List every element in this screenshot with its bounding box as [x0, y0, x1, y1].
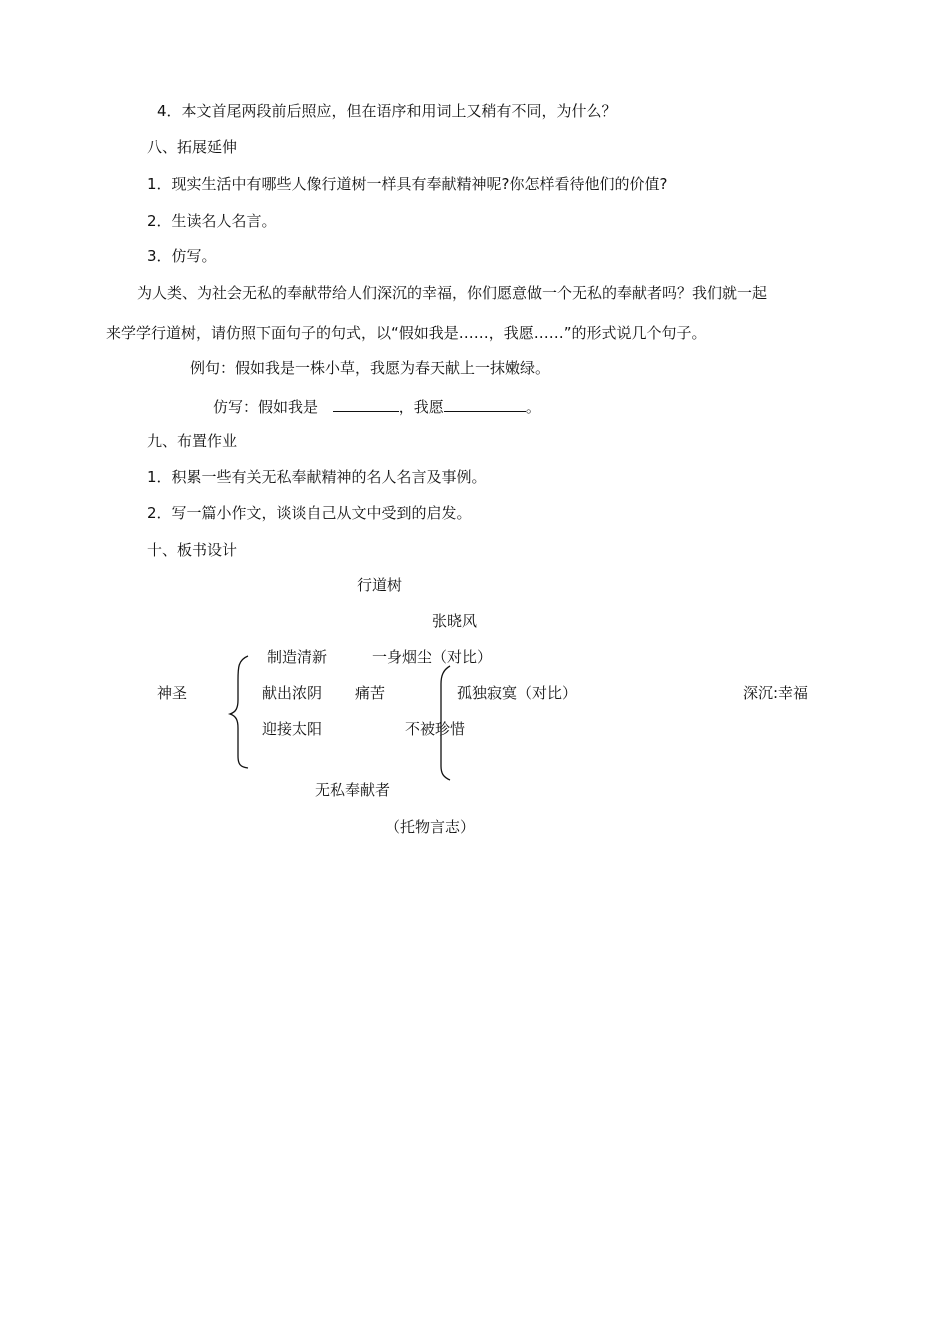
section-9-item-2: 2．写一篇小作文，谈谈自己从文中受到的启发。 [147, 504, 472, 522]
imitation-prefix: 仿写：假如我是 [213, 398, 319, 416]
board-bottom-2: （托物言志） [385, 818, 476, 836]
board-mid-1: 一身烟尘（对比） [372, 648, 493, 666]
board-left-label: 神圣 [157, 684, 188, 702]
paragraph-line-1: 为人类、为社会无私的奉献带给人们深沉的幸福，你们愿意做一个无私的奉献者吗？我们就一起 [137, 284, 768, 302]
board-author: 张晓风 [432, 612, 478, 630]
left-brace [230, 656, 248, 768]
imitation-end: 。 [525, 398, 541, 416]
board-bottom-1: 无私奉献者 [315, 781, 391, 799]
board-mid-2: 痛苦 [355, 684, 386, 702]
section-9-item-1: 1．积累一些有关无私奉献精神的名人名言及事例。 [147, 468, 487, 486]
section-9-heading: 九、布置作业 [147, 432, 238, 450]
section-8-item-1: 1．现实生活中有哪些人像行道树一样具有奉献精神呢?你怎样看待他们的价值? [147, 175, 668, 193]
board-item-2: 献出浓阴 [262, 684, 323, 702]
imitation-middle: ，我愿 [398, 398, 444, 416]
right-bracket [441, 666, 450, 780]
section-10-heading: 十、板书设计 [147, 541, 238, 559]
board-item-3: 迎接太阳 [262, 720, 323, 738]
section-8-heading: 八、拓展延伸 [147, 138, 238, 156]
board-title: 行道树 [357, 576, 403, 594]
example-sentence: 例句：假如我是一株小草，我愿为春天献上一抹嫩绿。 [190, 359, 551, 377]
section-8-item-2: 2．生读名人名言。 [147, 212, 277, 230]
section-8-item-3: 3．仿写。 [147, 247, 217, 265]
board-mid-3: 不被珍惜 [405, 720, 466, 738]
board-item-1: 制造清新 [267, 648, 328, 666]
board-right-1: 孤独寂寞（对比） [457, 684, 578, 702]
question-4: 4．本文首尾两段前后照应，但在语序和用词上又稍有不同，为什么？ [157, 102, 617, 120]
board-far-right: 深沉:幸福 [743, 684, 809, 702]
paragraph-line-2: 来学学行道树，请仿照下面句子的句式，以“假如我是……，我愿……”的形式说几个句子。 [106, 324, 707, 342]
